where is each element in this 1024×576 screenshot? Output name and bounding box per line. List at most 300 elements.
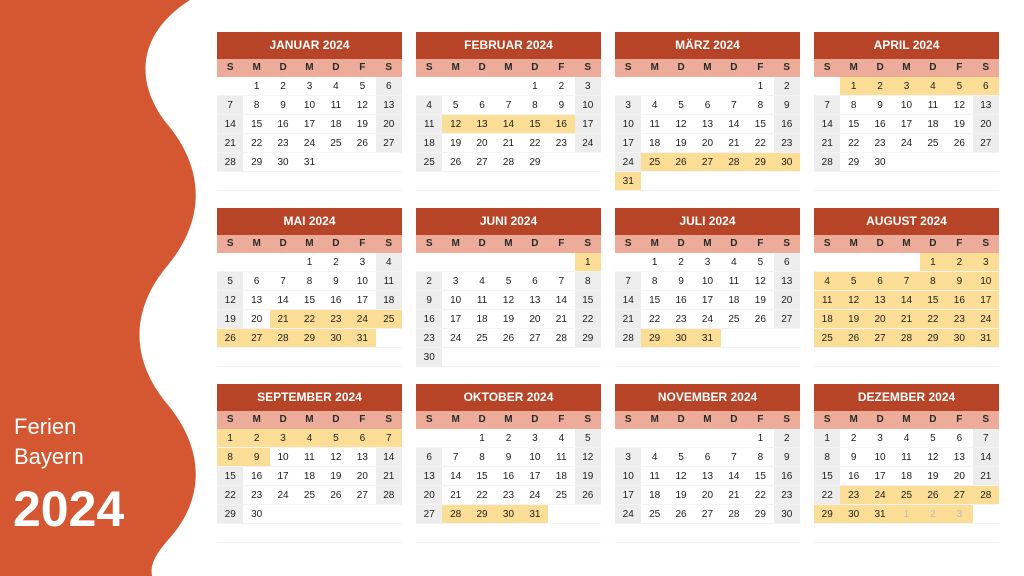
weekday-label: D [876, 238, 884, 249]
day-grid [217, 253, 402, 367]
empty-cell [548, 253, 574, 272]
day-cell: 15 [522, 115, 548, 134]
weekday-label: M [902, 238, 911, 249]
day-cell: 4 [920, 77, 946, 96]
empty-cell [442, 524, 468, 543]
empty-cell [217, 172, 243, 191]
empty-cell [893, 172, 919, 191]
weekday-label: D [876, 414, 884, 425]
day-cell: 6 [376, 77, 402, 96]
day-cell: 19 [840, 310, 866, 329]
empty-cell [946, 172, 972, 191]
weekday-label: M [305, 238, 314, 249]
empty-cell [469, 524, 495, 543]
day-cell: 20 [522, 310, 548, 329]
day-cell: 31 [615, 172, 641, 191]
day-cell: 4 [893, 429, 919, 448]
month-calendar [217, 32, 402, 191]
day-cell: 13 [774, 272, 800, 291]
day-cell: 1 [522, 77, 548, 96]
empty-cell [548, 524, 574, 543]
empty-cell [840, 524, 866, 543]
weekday-label: F [558, 414, 565, 425]
weekday-label: D [531, 62, 539, 73]
empty-cell [270, 253, 296, 272]
day-cell: 31 [349, 329, 375, 348]
day-grid [615, 77, 800, 191]
day-cell: 19 [323, 467, 349, 486]
day-cell: 16 [774, 467, 800, 486]
day-cell: 29 [840, 153, 866, 172]
day-cell: 29 [575, 329, 601, 348]
weekday-header [615, 411, 800, 429]
day-cell: 5 [575, 429, 601, 448]
day-cell: 22 [747, 134, 773, 153]
day-cell: 21 [270, 310, 296, 329]
day-cell: 21 [814, 134, 840, 153]
day-cell: 1 [747, 429, 773, 448]
day-cell: 27 [376, 134, 402, 153]
day-cell: 7 [615, 272, 641, 291]
day-cell: 13 [973, 96, 999, 115]
day-cell: 31 [694, 329, 720, 348]
month-title: JANUAR 2024 [217, 32, 402, 59]
empty-cell [376, 348, 402, 367]
day-cell: 17 [575, 115, 601, 134]
empty-cell [721, 348, 747, 367]
day-cell: 11 [323, 96, 349, 115]
day-cell: 25 [814, 329, 840, 348]
empty-cell [694, 524, 720, 543]
day-cell: 15 [747, 115, 773, 134]
weekday-label: S [783, 62, 791, 73]
day-cell: 6 [774, 253, 800, 272]
day-cell: 9 [840, 448, 866, 467]
day-cell: 11 [296, 448, 322, 467]
weekday-label: D [677, 414, 685, 425]
day-cell: 17 [867, 467, 893, 486]
day-grid [615, 429, 800, 543]
day-cell: 6 [694, 448, 720, 467]
day-cell: 31 [522, 505, 548, 524]
day-cell: 19 [920, 467, 946, 486]
day-cell: 21 [721, 486, 747, 505]
weekday-header [814, 235, 999, 253]
weekday-label: M [650, 414, 659, 425]
empty-cell [469, 348, 495, 367]
day-cell: 19 [442, 134, 468, 153]
day-cell: 2 [840, 429, 866, 448]
day-cell: 12 [668, 115, 694, 134]
empty-cell [243, 253, 269, 272]
weekday-label: D [730, 62, 738, 73]
weekday-label: S [425, 238, 433, 249]
empty-cell [349, 153, 375, 172]
day-cell: 15 [641, 291, 667, 310]
day-cell: 28 [721, 505, 747, 524]
weekday-label: M [902, 414, 911, 425]
weekday-header [416, 59, 601, 77]
day-cell: 26 [668, 505, 694, 524]
day-cell: 13 [349, 448, 375, 467]
day-cell: 26 [442, 153, 468, 172]
empty-cell [522, 348, 548, 367]
month-title: JUNI 2024 [416, 208, 601, 235]
day-cell: 14 [442, 467, 468, 486]
day-cell: 24 [296, 134, 322, 153]
day-cell: 15 [296, 291, 322, 310]
day-cell: 25 [893, 486, 919, 505]
empty-cell [615, 429, 641, 448]
empty-cell [270, 172, 296, 191]
day-cell: 9 [416, 291, 442, 310]
day-cell: 4 [296, 429, 322, 448]
day-cell: 16 [270, 115, 296, 134]
day-cell: 3 [893, 77, 919, 96]
day-cell: 18 [814, 310, 840, 329]
day-cell: 4 [376, 253, 402, 272]
day-cell: 23 [946, 310, 972, 329]
day-grid [615, 253, 800, 367]
weekday-header [814, 411, 999, 429]
day-cell: 18 [920, 115, 946, 134]
day-cell: 23 [323, 310, 349, 329]
empty-cell [615, 524, 641, 543]
day-cell: 8 [747, 96, 773, 115]
day-cell: 23 [774, 134, 800, 153]
empty-cell [349, 505, 375, 524]
day-cell: 1 [920, 253, 946, 272]
empty-cell [243, 172, 269, 191]
month-title: MAI 2024 [217, 208, 402, 235]
day-cell: 24 [893, 134, 919, 153]
empty-cell [416, 429, 442, 448]
empty-cell [217, 253, 243, 272]
day-cell: 20 [243, 310, 269, 329]
weekday-label: F [956, 62, 963, 73]
day-cell: 21 [217, 134, 243, 153]
day-cell: 3 [575, 77, 601, 96]
empty-cell [575, 153, 601, 172]
day-cell: 2 [774, 77, 800, 96]
weekday-label: S [385, 238, 393, 249]
day-cell: 7 [814, 96, 840, 115]
day-cell: 20 [349, 467, 375, 486]
day-cell: 3 [442, 272, 468, 291]
empty-cell [416, 524, 442, 543]
day-cell: 29 [814, 505, 840, 524]
empty-cell [694, 77, 720, 96]
empty-cell [323, 524, 349, 543]
day-cell: 26 [495, 329, 521, 348]
weekday-label: F [359, 62, 366, 73]
day-cell: 24 [522, 486, 548, 505]
day-cell: 28 [973, 486, 999, 505]
empty-cell [747, 524, 773, 543]
day-cell: 28 [376, 486, 402, 505]
day-cell: 9 [946, 272, 972, 291]
day-cell: 18 [376, 291, 402, 310]
day-cell: 27 [694, 153, 720, 172]
day-cell: 17 [270, 467, 296, 486]
day-grid [217, 429, 402, 543]
empty-cell [893, 348, 919, 367]
day-cell: 12 [349, 96, 375, 115]
day-cell: 18 [323, 115, 349, 134]
empty-cell [893, 253, 919, 272]
day-cell: 14 [548, 291, 574, 310]
weekday-label: M [849, 414, 858, 425]
day-cell: 31 [973, 329, 999, 348]
weekday-header [416, 235, 601, 253]
day-cell: 11 [376, 272, 402, 291]
empty-cell [442, 77, 468, 96]
day-cell: 25 [641, 153, 667, 172]
day-cell: 12 [920, 448, 946, 467]
day-cell: 10 [973, 272, 999, 291]
day-cell: 10 [615, 115, 641, 134]
weekday-label: F [359, 414, 366, 425]
day-cell: 7 [217, 96, 243, 115]
empty-cell [376, 505, 402, 524]
day-cell: 14 [217, 115, 243, 134]
day-cell: 11 [641, 467, 667, 486]
day-cell: 25 [721, 310, 747, 329]
empty-cell [575, 348, 601, 367]
day-cell: 2 [416, 272, 442, 291]
day-cell: 21 [973, 467, 999, 486]
day-cell: 24 [442, 329, 468, 348]
day-cell: 5 [442, 96, 468, 115]
day-cell: 26 [575, 486, 601, 505]
day-cell: 6 [522, 272, 548, 291]
empty-cell [668, 77, 694, 96]
empty-cell [946, 524, 972, 543]
day-cell: 13 [946, 448, 972, 467]
empty-cell [814, 253, 840, 272]
day-cell: 6 [867, 272, 893, 291]
day-cell: 1 [243, 77, 269, 96]
day-cell: 21 [442, 486, 468, 505]
month-calendar [615, 384, 800, 543]
empty-cell [469, 172, 495, 191]
empty-cell [867, 524, 893, 543]
day-cell: 29 [217, 505, 243, 524]
day-cell: 11 [641, 115, 667, 134]
day-cell: 27 [416, 505, 442, 524]
day-cell: 5 [349, 77, 375, 96]
weekday-label: S [982, 414, 990, 425]
day-grid [814, 77, 999, 191]
weekday-label: M [703, 414, 712, 425]
day-cell: 17 [973, 291, 999, 310]
empty-cell [217, 77, 243, 96]
month-calendar [217, 384, 402, 543]
day-cell: 2 [946, 253, 972, 272]
weekday-label: D [929, 414, 937, 425]
empty-cell [217, 348, 243, 367]
day-cell: 23 [548, 134, 574, 153]
day-cell: 8 [243, 96, 269, 115]
weekday-label: D [876, 62, 884, 73]
weekday-label: S [783, 238, 791, 249]
day-cell: 26 [946, 134, 972, 153]
day-cell: 17 [893, 115, 919, 134]
day-cell: 22 [747, 486, 773, 505]
day-cell: 24 [867, 486, 893, 505]
empty-cell [747, 348, 773, 367]
day-cell: 9 [668, 272, 694, 291]
day-cell: 3 [615, 96, 641, 115]
day-cell: 21 [893, 310, 919, 329]
empty-cell [376, 524, 402, 543]
empty-cell [920, 172, 946, 191]
day-cell: 16 [548, 115, 574, 134]
empty-cell [243, 524, 269, 543]
day-cell: 23 [840, 486, 866, 505]
empty-cell [641, 77, 667, 96]
empty-cell [668, 429, 694, 448]
weekday-label: D [677, 238, 685, 249]
weekday-label: D [929, 238, 937, 249]
day-cell: 8 [217, 448, 243, 467]
weekday-label: D [279, 62, 287, 73]
day-cell: 27 [243, 329, 269, 348]
day-cell: 24 [694, 310, 720, 329]
next-month-day-cell: 1 [893, 505, 919, 524]
day-cell: 28 [615, 329, 641, 348]
month-title: NOVEMBER 2024 [615, 384, 800, 411]
day-cell: 13 [867, 291, 893, 310]
weekday-label: D [332, 62, 340, 73]
day-cell: 20 [694, 486, 720, 505]
empty-cell [721, 429, 747, 448]
weekday-label: D [730, 414, 738, 425]
empty-cell [548, 348, 574, 367]
day-cell: 10 [296, 96, 322, 115]
day-cell: 14 [814, 115, 840, 134]
month-title: APRIL 2024 [814, 32, 999, 59]
day-cell: 9 [774, 96, 800, 115]
weekday-label: M [902, 62, 911, 73]
day-cell: 10 [270, 448, 296, 467]
day-cell: 6 [694, 96, 720, 115]
day-cell: 15 [217, 467, 243, 486]
day-cell: 15 [747, 467, 773, 486]
day-cell: 28 [495, 153, 521, 172]
month-title: MÄRZ 2024 [615, 32, 800, 59]
day-cell: 30 [840, 505, 866, 524]
month-title: SEPTEMBER 2024 [217, 384, 402, 411]
day-cell: 7 [376, 429, 402, 448]
weekday-label: S [823, 414, 831, 425]
day-cell: 7 [442, 448, 468, 467]
day-cell: 20 [867, 310, 893, 329]
day-cell: 13 [694, 115, 720, 134]
day-cell: 20 [774, 291, 800, 310]
weekday-label: M [451, 414, 460, 425]
day-cell: 26 [349, 134, 375, 153]
weekday-label: S [624, 62, 632, 73]
day-cell: 30 [774, 505, 800, 524]
day-cell: 30 [270, 153, 296, 172]
empty-cell [442, 253, 468, 272]
month-calendar [416, 208, 601, 367]
day-cell: 30 [243, 505, 269, 524]
weekday-label: D [929, 62, 937, 73]
empty-cell [973, 348, 999, 367]
day-cell: 12 [946, 96, 972, 115]
day-cell: 8 [747, 448, 773, 467]
day-cell: 27 [469, 153, 495, 172]
day-cell: 9 [243, 448, 269, 467]
day-cell: 19 [217, 310, 243, 329]
day-cell: 30 [867, 153, 893, 172]
day-cell: 16 [416, 310, 442, 329]
day-cell: 25 [641, 505, 667, 524]
day-cell: 17 [615, 134, 641, 153]
day-cell: 5 [946, 77, 972, 96]
day-cell: 4 [814, 272, 840, 291]
day-grid [416, 429, 601, 543]
day-cell: 19 [668, 134, 694, 153]
weekday-label: F [757, 238, 764, 249]
weekday-label: S [425, 414, 433, 425]
day-cell: 16 [323, 291, 349, 310]
day-cell: 26 [747, 310, 773, 329]
weekday-label: F [956, 414, 963, 425]
day-cell: 24 [270, 486, 296, 505]
day-cell: 19 [946, 115, 972, 134]
empty-cell [548, 505, 574, 524]
day-cell: 14 [893, 291, 919, 310]
day-cell: 7 [893, 272, 919, 291]
day-cell: 13 [694, 467, 720, 486]
weekday-label: M [504, 62, 513, 73]
day-cell: 10 [575, 96, 601, 115]
day-cell: 12 [217, 291, 243, 310]
day-cell: 20 [973, 115, 999, 134]
empty-cell [840, 348, 866, 367]
empty-cell [668, 172, 694, 191]
day-cell: 6 [946, 429, 972, 448]
day-cell: 13 [522, 291, 548, 310]
day-cell: 14 [721, 115, 747, 134]
day-cell: 15 [920, 291, 946, 310]
empty-cell [721, 329, 747, 348]
day-cell: 17 [296, 115, 322, 134]
empty-cell [774, 329, 800, 348]
empty-cell [774, 172, 800, 191]
month-title: OKTOBER 2024 [416, 384, 601, 411]
empty-cell [814, 524, 840, 543]
day-cell: 9 [270, 96, 296, 115]
day-cell: 12 [840, 291, 866, 310]
empty-cell [721, 172, 747, 191]
day-cell: 16 [668, 291, 694, 310]
day-cell: 18 [416, 134, 442, 153]
empty-cell [721, 524, 747, 543]
weekday-label: S [783, 414, 791, 425]
day-cell: 5 [217, 272, 243, 291]
day-cell: 17 [349, 291, 375, 310]
day-cell: 10 [867, 448, 893, 467]
day-cell: 1 [840, 77, 866, 96]
day-grid [416, 253, 601, 367]
day-cell: 12 [495, 291, 521, 310]
empty-cell [469, 253, 495, 272]
day-cell: 27 [946, 486, 972, 505]
